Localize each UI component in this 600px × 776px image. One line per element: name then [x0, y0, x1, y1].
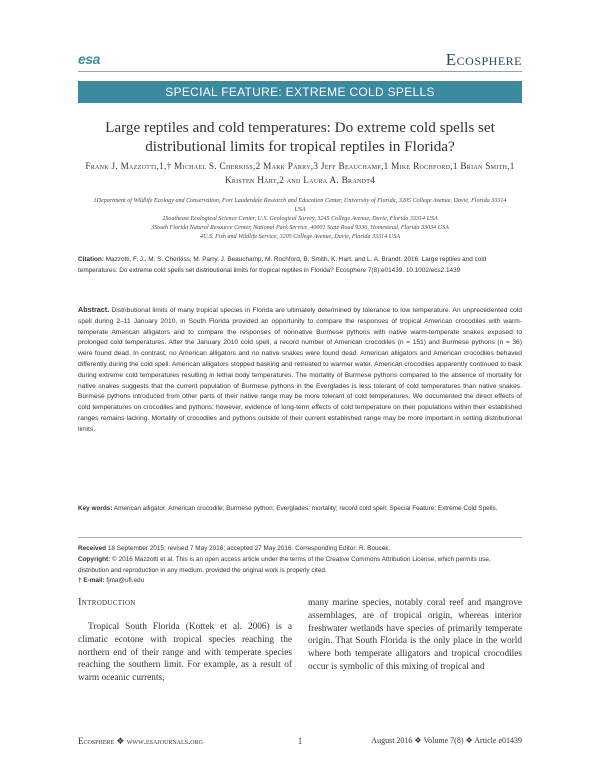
- journal-name: Ecosphere: [445, 50, 522, 69]
- citation-text: Mazzotti, F. J., M. S. Cherkiss, M. Parry, J. Beauchamp, M. Rochford, B. Smith, K. Hart, and L. A. Brandt. 2016. Large reptiles and cold temperatures: Do extreme cold spells set distributional limits for tropical reptiles in Florida? Ecosphere 7(8):e01439. 10.1002/ecs2.1439: [78, 256, 487, 274]
- received-text: 18 September 2015; revised 7 May 2016; accepted 27 May 2016. Corresponding Editor: R. Boucek.: [106, 545, 391, 552]
- footer-journal: Ecosphere ❖ www.esajournals.org: [78, 736, 203, 746]
- abstract-block: [78, 305, 522, 436]
- affiliation-2: 2Southeast Ecological Science Center, U.S. Geological Survey, 3245 College Avenue, Davie, Florida 33314 USA: [162, 216, 438, 222]
- article-meta: [78, 544, 522, 587]
- copyright-line: [78, 555, 522, 577]
- intro-column-left: Tropical South Florida (Kottek et al. 2006) is a climatic ecotone with tropical species reaching the northern end of their range and with temperate species reaching the southern limit. For example, as a result of warm oceanic currents,: [78, 622, 292, 684]
- header-divider: [78, 71, 522, 72]
- meta-divider: [78, 537, 522, 538]
- author-list: Frank J. Mazzotti,1,† Michael S. Cherkiss,2 Mark Parry,3 Jeff Beauchamp,1 Mike Rochford,1 Brian Smith,1 Kristen Hart,2 and Laura A. Brandt4: [85, 161, 515, 185]
- email-label: † E-mail:: [78, 577, 105, 585]
- citation-block: [78, 255, 522, 276]
- page-number: 1: [297, 736, 303, 746]
- intro-column-right: many marine species, notably coral reef and mangrove assemblages, are of tropical origin, whereas interior freshwater wetlands have species of primarily temperate origin. That South Florida is the only place in the world where both temperate alligators and tropical crocodiles occur is symbolic of this mixing of tropical and: [308, 598, 522, 672]
- footer-issue: August 2016 ❖ Volume 7(8) ❖ Article e01439: [371, 736, 522, 745]
- keywords-block: [78, 504, 522, 515]
- esa-logo: esa: [78, 51, 100, 67]
- abstract-label: Abstract.: [78, 305, 110, 314]
- article-title: Large reptiles and cold temperatures: Do extreme cold spells set distributional limits for tropical reptiles in Florida?: [105, 119, 495, 155]
- copyright-text: © 2016 Mazzotti et al. This is an open access article under the terms of the Creative Commons Attribution License, which permits use, distribution and reproduction in any medium, provided the original work is properly cited.: [78, 555, 491, 574]
- affiliation-3: 3South Florida Natural Resource Center, National Park Service, 40001 State Road 9336, Homestead, Florida 33034 USA: [151, 225, 449, 231]
- received-label: Received: [78, 545, 107, 552]
- affiliation-4: 4U.S. Fish and Wildlife Service, 3205 College Avenue, Davie, Florida 33314 USA: [200, 234, 400, 240]
- email-link[interactable]: fjma@ufl.edu: [104, 577, 145, 585]
- affiliation-1: 1Department of Wildlife Ecology and Conservation, Fort Lauderdale Research and Education Center, University of Florida, 3205 College Avenue, Davie, Florida 33314 USA: [93, 198, 507, 213]
- special-feature-banner: SPECIAL FEATURE: EXTREME COLD SPELLS: [78, 81, 522, 103]
- received-line: [78, 544, 522, 555]
- introduction-heading: Introduction: [78, 597, 136, 608]
- abstract-text: Distributional limits of many tropical species in Florida are ultimately determined by tolerance to low temperature. An unprecedented cold spell during 2–11 January 2010, in South Florida provided an opportunity to compare the responses of tropical American crocodiles with warm-temperate American alligators and to compare the responses of nonnative Burmese pythons with native warm-temperate snakes exposed to prolonged cold temperatures. After the January 2010 cold spell, a record number of American crocodiles (n = 151) and Burmese pythons (n = 36) were found dead. In contrast, no American alligators and no native snakes were found dead. American alligators and American crocodiles behaved differently during the cold spell. American alligators stopped basking and retreated to warmer water. American crocodiles apparently continued to bask during extreme cold temperatures resulting in lethal body temperatures. The mortality of Burmese pythons compared to the absence of mortality for native snakes suggests that the current population of Burmese pythons in the Everglades is less tolerant of cold temperatures than native snakes. Burmese pythons introduced from other parts of their native range may be more tolerant of cold temperatures. We documented the direct effects of cold temperatures on crocodiles and pythons; however, evidence of long-term effects of cold temperature on their populations within their established ranges remains lacking. Mortality of crocodiles and pythons outside of their current established range may be more important in setting distributional limits.: [78, 307, 522, 433]
- email-line: [78, 576, 522, 587]
- citation-label: Citation:: [78, 256, 104, 263]
- keywords-label: Key words:: [78, 505, 113, 512]
- keywords-text: American alligator; American crocodile; Burmese python; Everglades; mortality; record cold spell; Special Feature: Extreme Cold Spells.: [112, 505, 498, 512]
- copyright-label: Copyright:: [78, 555, 111, 563]
